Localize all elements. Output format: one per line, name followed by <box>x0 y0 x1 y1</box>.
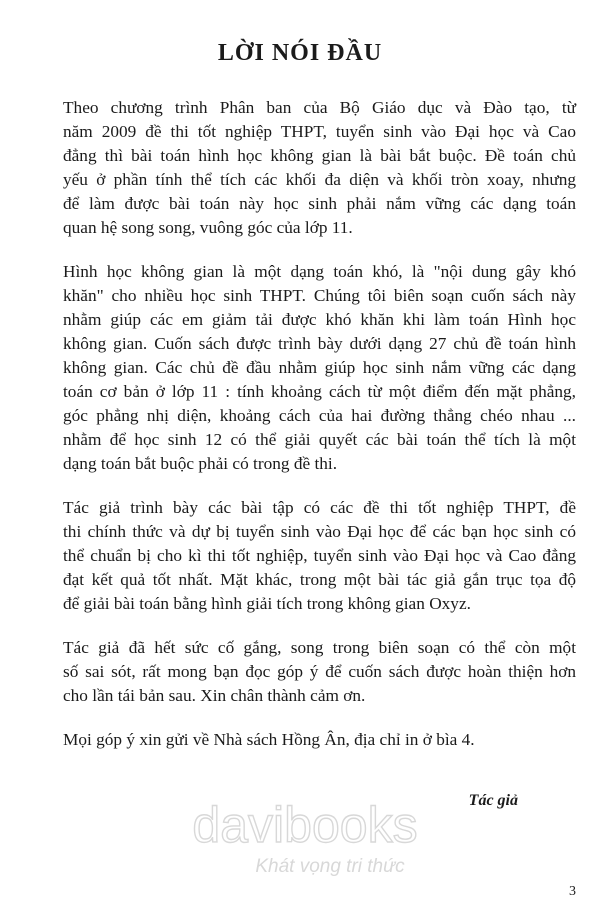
watermark-brand: davibooks <box>192 797 418 853</box>
watermark-tagline: Khát vọng tri thức <box>255 856 405 877</box>
text-line: quan hệ song song, vuông góc của lớp 11. <box>63 218 353 237</box>
text-line: để giải bài toán bằng hình giải tích trong không gian Oxyz. <box>63 594 471 613</box>
text-line: nhằm giúp các em giảm tải được khó khăn khi làm toán Hình học <box>63 310 576 329</box>
watermark <box>150 792 460 882</box>
paragraph-3 <box>63 496 576 616</box>
text-line: không gian. Các chủ đề đầu nhằm giúp học sinh nắm vững các dạng <box>63 358 576 377</box>
paragraph-5 <box>63 728 576 752</box>
paragraph-2 <box>63 260 576 476</box>
text-line: thể chuẩn bị cho kì thi tốt nghiệp, tuyển sinh vào Đại học và Cao đẳng <box>63 546 576 565</box>
text-line: toán cơ bản ở lớp 11 : tính khoảng cách từ một điểm đến mặt phẳng, <box>63 382 576 401</box>
text-line: Hình học không gian là một dạng toán khó, là "nội dung gây khó <box>63 262 576 281</box>
text-line: số sai sót, rất mong bạn đọc góp ý để cuốn sách được hoàn thiện hơn <box>63 662 576 681</box>
text-line: yếu ở phần tính thể tích các khối đa diện và khối tròn xoay, nhưng <box>63 170 576 189</box>
text-line: cho lần tái bản sau. Xin chân thành cảm ơn. <box>63 686 366 705</box>
preface-body <box>63 96 576 772</box>
text-line: để làm được bài toán này học sinh phải nắm vững các dạng toán <box>63 194 576 213</box>
text-line: nhằm để học sinh 12 có thể giải quyết các bài toán thể tích là một <box>63 430 576 449</box>
text-line: Mọi góp ý xin gửi về Nhà sách Hồng Ân, địa chỉ in ở bìa 4. <box>63 730 475 749</box>
text-line: Tác giả đã hết sức cố gắng, song trong biên soạn có thể còn một <box>63 638 576 657</box>
page-title: LỜI NÓI ĐẦU <box>217 40 383 66</box>
text-line: đẳng thì bài toán hình học không gian là bài bắt buộc. Đề toán chủ <box>63 146 576 165</box>
paragraph-4 <box>63 636 576 708</box>
page-number: 3 <box>569 884 576 899</box>
text-line: góc phẳng nhị diện, khoảng cách của hai đường thẳng chéo nhau ... <box>63 406 576 425</box>
text-line: đạt kết quả tốt nhất. Mặt khác, trong một bài tác giả gắn trục tọa độ <box>63 570 576 589</box>
text-line: Theo chương trình Phân ban của Bộ Giáo dục và Đào tạo, từ <box>63 98 576 117</box>
text-line: dạng toán bắt buộc phải có trong đề thi. <box>63 454 338 473</box>
paragraph-1 <box>63 96 576 240</box>
text-line: thi chính thức và dự bị tuyển sinh vào Đại học để các bạn học sinh có <box>63 522 576 541</box>
text-line: Tác giả trình bày các bài tập có các đề thi tốt nghiệp THPT, đề <box>63 498 576 517</box>
text-line: không gian. Cuốn sách được trình bày dưới dạng 27 chủ đề toán hình <box>63 334 576 353</box>
author-signature: Tác giả <box>468 792 518 809</box>
watermark-logo-icon <box>150 792 460 882</box>
text-line: năm 2009 đề thi tốt nghiệp THPT, tuyển sinh vào Đại học và Cao <box>63 122 576 141</box>
text-line: khăn" cho nhiều học sinh THPT. Chúng tôi biên soạn cuốn sách này <box>63 286 576 305</box>
